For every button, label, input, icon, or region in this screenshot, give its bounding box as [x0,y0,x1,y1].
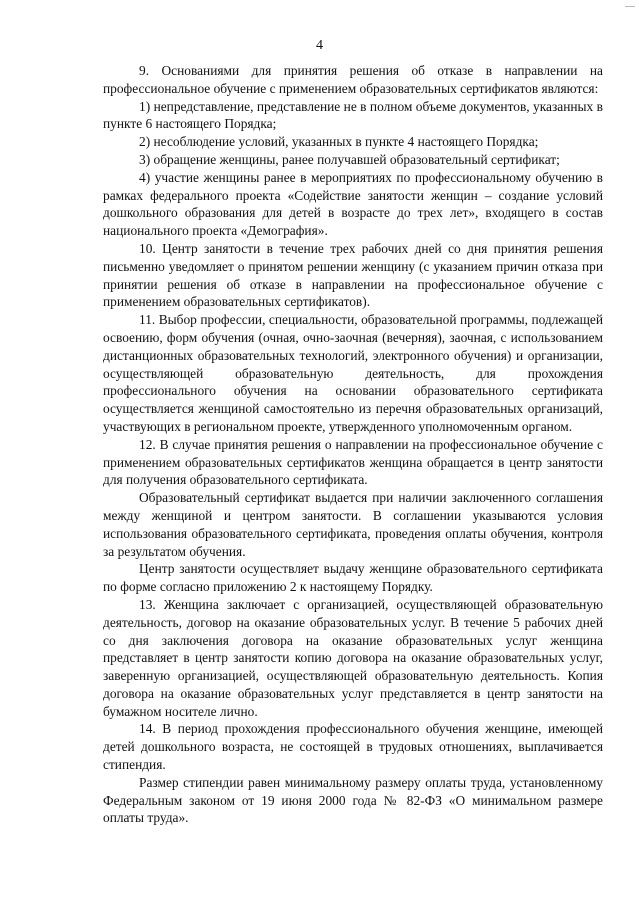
page-number: 4 [316,38,323,53]
document-body [103,62,603,827]
paragraph-12-certificate: Образовательный сертификат выдается при наличии заключенного соглашения между женщиной и центром занятости. В соглашении указываются условия использования образовательного сертификата, проведения оплаты обучения, контроля за результатом обучения. [103,490,603,559]
paragraph-12: 12. В случае принятия решения о направлении на профессиональное обучение с применением образовательных сертификатов женщина обращается в центр занятости для получения образовательного сертификата. [103,436,603,488]
paragraph-9-item-3: 3) обращение женщины, ранее получавшей образовательный сертификат; [139,151,560,167]
paragraph-10: 10. Центр занятости в течение трех рабочих дней со дня принятия решения письменно уведомляет о принятом решении женщину (с указанием причин отказа при принятии решения об отказе в направлении на профессиональное обучение с применением образовательных сертификатов). [103,240,603,310]
paragraph-14: 14. В период прохождения профессионального обучения женщине, имеющей детей дошкольного возраста, не состоящей в трудовых отношениях, выплачивается стипендия. [103,721,603,773]
paragraph-9-item-2: 2) несоблюдение условий, указанных в пункте 4 настоящего Порядка; [139,134,539,150]
paragraph-12-issuance: Центр занятости осуществляет выдачу женщине образовательного сертификата по форме согласно приложению 2 к настоящему Порядку. [103,561,603,595]
paragraph-14-stipend-amount: Размер стипендии равен минимальному размеру оплаты труда, установленному Федеральным законом от 19 июня 2000 года № 82-ФЗ «О минимальном размере оплаты труда». [103,774,603,826]
paragraph-11: 11. Выбор профессии, специальности, образовательной программы, подлежащей освоению, форм обучения (очная, очно-заочная (вечерняя), заочная, с использованием дистанционных образовательных технологий, электронного обучения) и организации, осуществляющей образовательную деятельность, для прохождения профессионального обучения на основании образовательного сертификата осуществляется женщиной самостоятельно из перечня образовательных организаций, участвующих в региональном проекте, утвержденного уполномоченным органом. [103,312,603,434]
paragraph-9-item-1: 1) непредставление, представление не в полном объеме документов, указанных в пункте 6 настоящего Порядка; [103,98,603,132]
paragraph-13: 13. Женщина заключает с организацией, осуществляющей образовательную деятельность, договор на оказание образовательных услуг. В течение 5 рабочих дней со дня заключения договора на оказание образовательных услуг женщина представляет в центр занятости копию договора на оказание образовательных услуг, заверенную организацией, осуществляющей образовательную деятельность. Копия договора на оказание образовательных услуг представляется в центр занятости на бумажном носителе лично. [103,596,603,719]
scan-edge-mark [625,6,635,13]
paragraph-9-item-4: 4) участие женщины ранее в мероприятиях по профессиональному обучению в рамках федерального проекта «Содействие занятости женщин – создание условий дошкольного образования для детей в возрасте до трех лет», входящего в состав национального проекта «Демография». [103,169,603,239]
paragraph-9: 9. Основаниями для принятия решения об отказе в направлении на профессиональное обучение с применением образовательных сертификатов являются: [103,63,603,96]
